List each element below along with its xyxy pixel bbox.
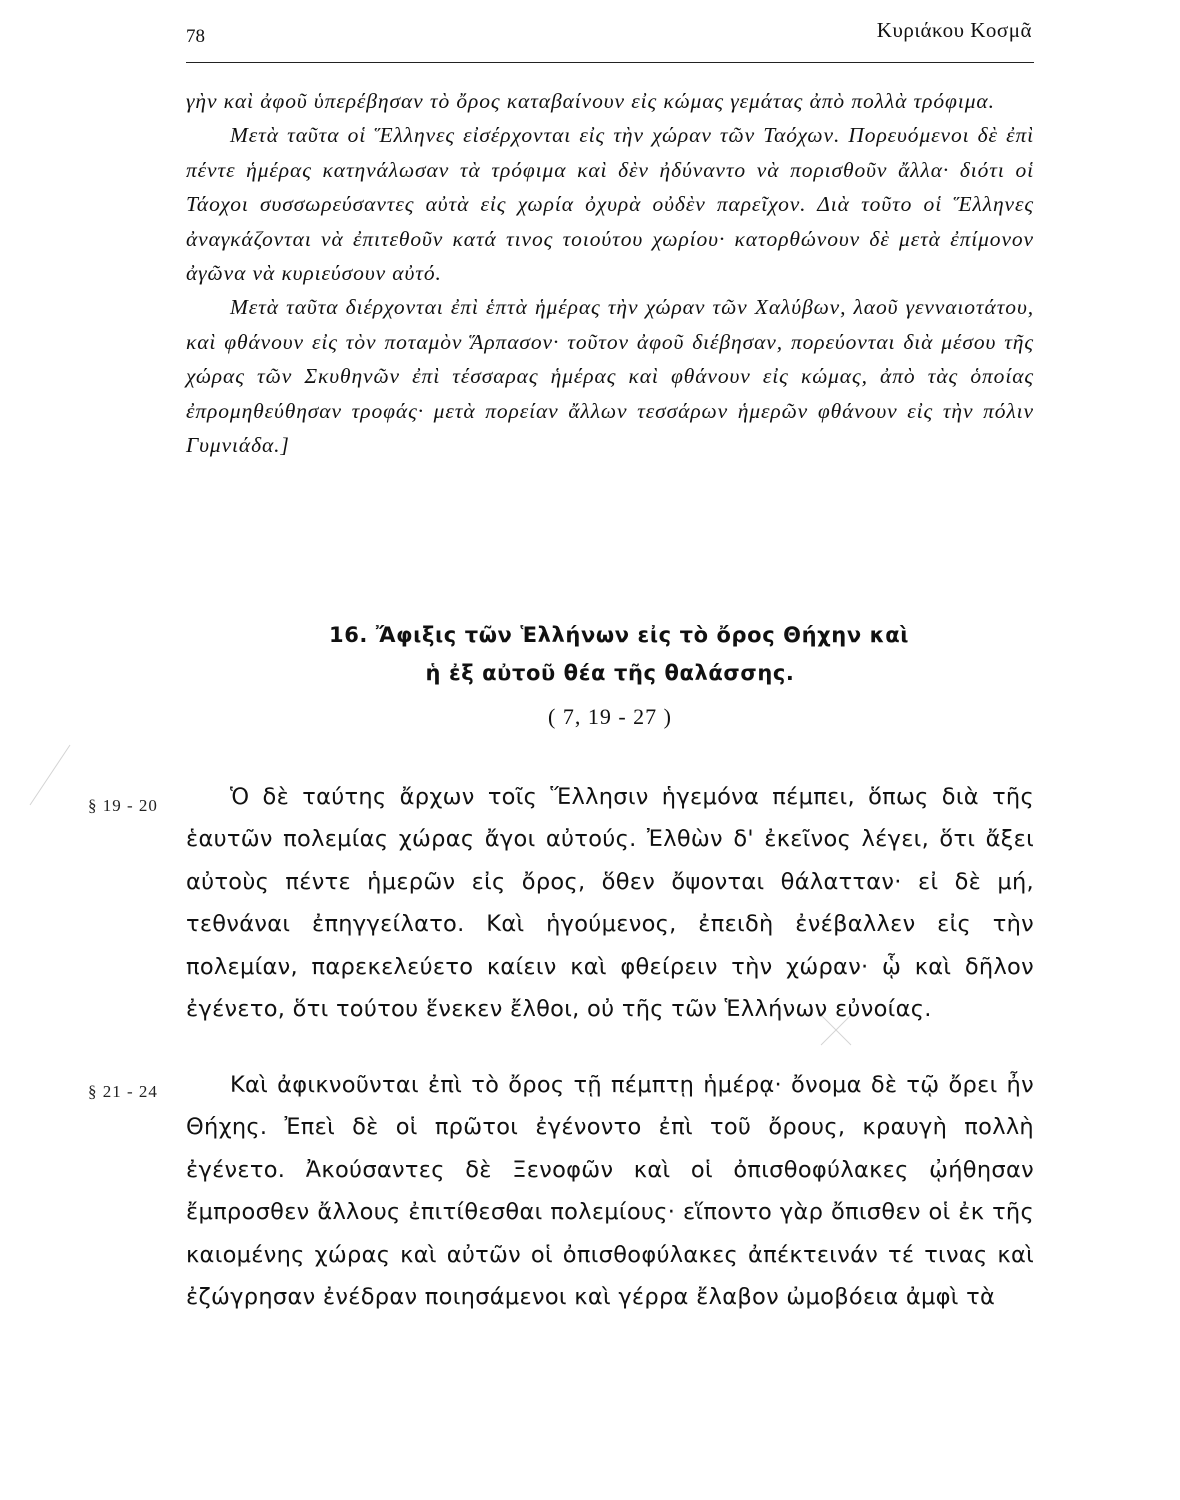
- section-heading-line: 16. Ἄφιξις τῶν Ἑλλήνων εἰς τὸ ὄρος Θήχην καὶ: [328, 623, 910, 647]
- header-rule: [186, 62, 1034, 63]
- greek-passage-text: Ὁ δὲ ταύτης ἄρχων τοῖς Ἕλλησιν ἡγεμόνα πέμπει, ὅπως διὰ τῆς ἑαυτῶν πολεμίας χώρας ἄγοι αὐτούς. Ἐλθὼν δ' ἐκεῖνος λέγει, ὅτι ἄξει αὐτοὺς πέντε ἡμερῶν εἰς ὄρος, ὅθεν ὄψονται θάλατταν· εἰ δὲ μή, τεθνάναι ἐπηγγείλατο. Καὶ ἡγούμενος, ἐπειδὴ ἐνέβαλλεν εἰς τὴν πολεμίαν, παρεκελεύετο καίειν καὶ φθείρειν τὴν χώραν· ᾧ καὶ δῆλον ἐγένετο, ὅτι τούτου ἕνεκεν ἔλθοι, οὐ τῆς τῶν Ἑλλήνων εὐνοίας.: [186, 784, 1034, 1023]
- greek-passage-text: Καὶ ἀφικνοῦνται ἐπὶ τὸ ὄρος τῇ πέμπτῃ ἡμέρᾳ· ὄνομα δὲ τῷ ὄρει ἦν Θήχης. Ἐπεὶ δὲ οἱ πρῶτοι ἐγένοντο ἐπὶ τοῦ ὄρους, κραυγὴ πολλὴ ἐγένετο. Ἀκούσαντες δὲ Ξενοφῶν καὶ οἱ ὀπισθοφύλακες ᾠήθησαν ἔμπροσθεν ἄλλους ἐπιτίθεσθαι πολεμίους· εἵποντο γὰρ ὄπισθεν οἱ ἐκ τῆς καιομένης χώρας καὶ αὐτῶν οἱ ὀπισθοφύλακες ἀπέκτεινάν τέ τινας καὶ ἐζώγρησαν ἐνέδραν ποιησάμενοι καὶ γέρρα ἔλαβον ὠμοβόεια ἀμφὶ τὰ: [186, 1072, 1034, 1311]
- paragraph-marker: § 19 - 20: [88, 796, 158, 815]
- greek-passage: [186, 1064, 1034, 1318]
- running-head-author: Κυριάκου Κοσμᾶ: [876, 18, 1032, 42]
- summary-paragraph: Μετὰ ταῦτα οἱ Ἕλληνες εἰσέρχονται εἰς τὴν χώραν τῶν Ταόχων. Πορευόμενοι δὲ ἐπὶ πέντε ἡμέρας κατηνάλωσαν τὰ τρόφιμα καὶ δὲν ἠδύναντο νὰ πορισθοῦν ἄλλα· διότι οἱ Τάοχοι συσσωρεύσαντες αὐτὰ εἰς χωρία ὀχυρὰ οὐδὲν παρεῖχον. Διὰ τοῦτο οἱ Ἕλληνες ἀναγκάζονται νὰ ἐπιτεθοῦν κατά τινος τοιούτου χωρίου· κατορθώνουν δὲ μετὰ ἐπίμονον ἀγῶνα νὰ κυριεύσουν αὐτό.: [186, 123, 1034, 286]
- paragraph-marker: § 21 - 24: [88, 1082, 158, 1101]
- section-heading-line: ἡ ἐξ αὐτοῦ θέα τῆς θαλάσσης.: [425, 661, 795, 685]
- scan-pencil-mark: [816, 1010, 856, 1050]
- section-reference: ( 7, 19 - 27 ): [548, 704, 672, 729]
- summary-paragraph: Μετὰ ταῦτα διέρχονται ἐπὶ ἑπτὰ ἡμέρας τὴν χώραν τῶν Χαλύβων, λαοῦ γενναιοτάτου, καὶ φθάνουν εἰς τὸν ποταμὸν Ἅρπασον· τοῦτον ἀφοῦ διέβησαν, πορεύονται διὰ μέσου τῆς χώρας τῶν Σκυθηνῶν ἐπὶ τέσσαρας ἡμέρας καὶ φθάνουν εἰς κώμας, ἀπὸ τὰς ὁποίας ἐπρομηθεύθησαν τροφάς· μετὰ πορείαν ἄλλων τεσσάρων ἡμερῶν φθάνουν εἰς τὴν πόλιν Γυμνιάδα.]: [186, 295, 1034, 458]
- section-heading: [186, 618, 1034, 690]
- scan-pencil-mark: [20, 740, 80, 810]
- greek-passage: [186, 776, 1034, 1030]
- summary-paragraph: γὴν καὶ ἀφοῦ ὑπερέβησαν τὸ ὄρος καταβαίνουν εἰς κώμας γεμάτας ἀπὸ πολλὰ τρόφιμα.: [186, 89, 995, 113]
- summary-text: [186, 84, 1034, 462]
- page-number: 78: [186, 26, 205, 47]
